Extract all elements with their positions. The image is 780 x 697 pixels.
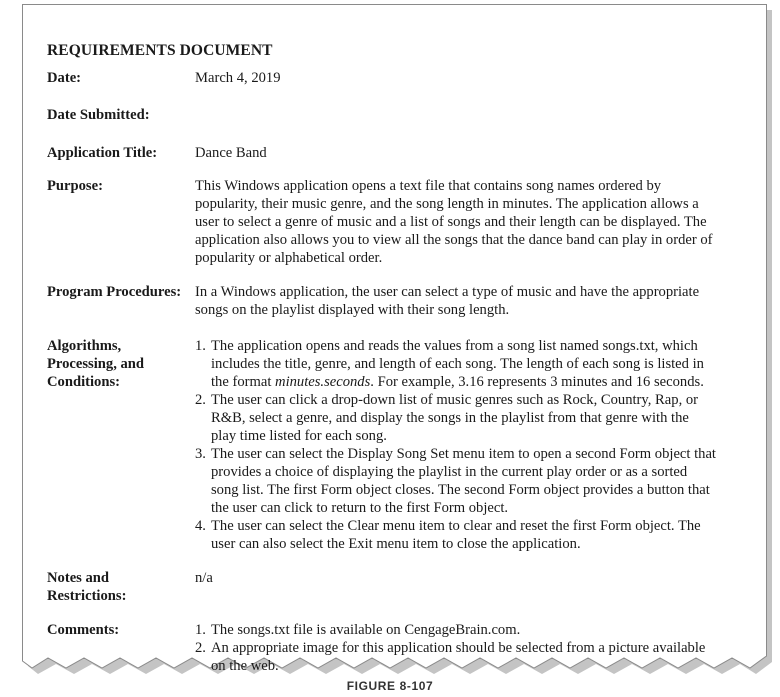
item-text: The user can select the Display Song Set menu item to open a second Form object that provides a choice of displaying the playlist in the current play order or as a sorted song list. The first Form object closes. The second Form object provides a button that the user can click to return to the first Form object. — [211, 446, 716, 516]
algorithms-label — [47, 337, 195, 553]
algorithms-list-item — [195, 391, 717, 445]
item-number: 1. — [195, 338, 206, 354]
notes-value: n/a — [195, 570, 213, 586]
item-number: 3. — [195, 446, 206, 462]
algorithms-list-item — [195, 337, 717, 391]
comments-list-item — [195, 639, 717, 675]
comments-row — [47, 621, 737, 675]
purpose-row — [47, 177, 737, 267]
item-text: The songs.txt file is available on CengageBrain.com. — [211, 622, 521, 638]
program-procedures-row — [47, 283, 737, 319]
item-number: 4. — [195, 518, 206, 534]
algorithms-label-line: Conditions: — [47, 374, 120, 390]
date-label: Date: — [47, 70, 82, 86]
application-title-value: Dance Band — [195, 145, 267, 161]
comments-list-item — [195, 621, 717, 639]
format-term: minutes.seconds — [275, 374, 371, 390]
item-text: The user can select the Clear menu item to clear and reset the first Form object. The user can also select the Exit menu item to close the application. — [211, 518, 701, 552]
application-title-row — [47, 144, 737, 162]
date-submitted-label: Date Submitted: — [47, 107, 150, 123]
date-row — [47, 69, 737, 87]
application-title-label: Application Title: — [47, 145, 158, 161]
date-submitted-value — [195, 106, 717, 124]
comments-label: Comments: — [47, 622, 120, 638]
algorithms-row — [47, 337, 737, 553]
notes-label-line: Notes and — [47, 570, 110, 586]
algorithms-label-line: Processing, and — [47, 356, 145, 372]
item-text: The application opens and reads the values from a song list named songs.txt, which includes the title, genre, and length of each song. The length of each song is listed in the format minutes.seconds. For example, 3.16 represents 3 minutes and 16 seconds. — [211, 338, 704, 390]
item-number: 1. — [195, 622, 206, 638]
program-procedures-label: Program Procedures: — [47, 284, 182, 300]
item-text: An appropriate image for this application should be selected from a picture available on the web. — [211, 640, 706, 674]
date-value: March 4, 2019 — [195, 70, 281, 86]
figure-caption: FIGURE 8-107 — [346, 679, 434, 693]
algorithms-list-item — [195, 445, 717, 517]
algorithms-list — [195, 337, 717, 553]
date-submitted-row — [47, 106, 737, 124]
program-procedures-value: In a Windows application, the user can select a type of music and have the appropriate songs on the playlist displayed with their song length. — [195, 284, 700, 318]
algorithms-label-line: Algorithms, — [47, 338, 122, 354]
comments-list — [195, 621, 717, 675]
document-title: REQUIREMENTS DOCUMENT — [47, 42, 273, 59]
item-number: 2. — [195, 640, 206, 656]
purpose-value: This Windows application opens a text file that contains song names ordered by popularity, their music genre, and the song length in minutes. The application allows a user to select a genre of music and a list of songs and their length can be displayed. The application also allows you to view all the songs that the dance band can play in order of popularity or alphabetical order. — [195, 178, 713, 266]
item-number: 2. — [195, 392, 206, 408]
notes-row — [47, 569, 737, 605]
algorithms-list-item — [195, 517, 717, 553]
notes-label-line: Restrictions: — [47, 588, 127, 604]
notes-label — [47, 569, 195, 605]
requirements-document — [47, 40, 737, 675]
purpose-label: Purpose: — [47, 178, 103, 194]
item-text: The user can click a drop-down list of music genres such as Rock, Country, Rap, or R&B, select a genre, and display the songs in the playlist from that genre with the play time listed for each song. — [211, 392, 699, 444]
